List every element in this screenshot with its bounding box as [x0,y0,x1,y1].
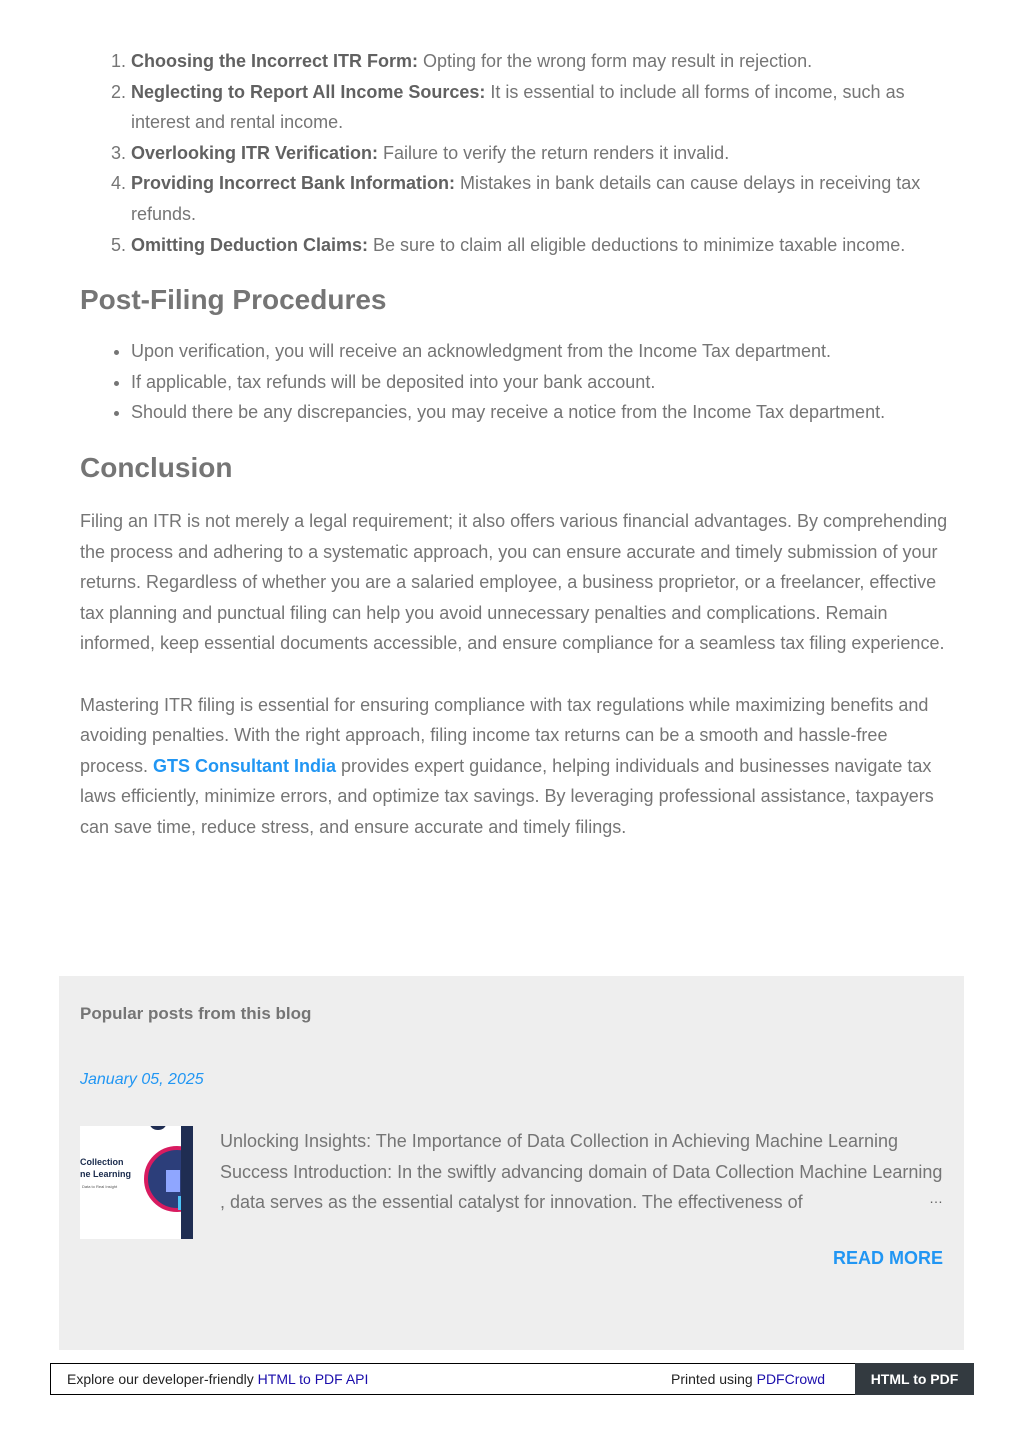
mistake-title: Choosing the Incorrect ITR Form: [131,51,419,71]
thumbnail-decoration [166,1170,180,1192]
list-item: • Should there be any discrepancies, you may receive a notice from the Income Tax department. [131,397,950,428]
list-item: • If applicable, tax refunds will be deposited into your bank account. [131,367,950,398]
summary-text-after: provides expert guidance, helping individuals and businesses navigate tax laws efficiently, minimize errors, and optimize tax savings. By leveraging professional assistance, taxpayers can save time, reduce stress, and ensure accurate and timely filings. [80,755,934,837]
post-date-link[interactable]: January 05, 2025 [80,1071,204,1088]
footer-left-text: Explore our developer-friendly [67,1371,258,1387]
list-item [131,168,950,229]
thumbnail-decoration [150,1126,166,1130]
footer-left [67,1371,368,1387]
footer-mid-text: Printed using [671,1371,757,1387]
summary-paragraph [80,690,950,843]
article-body [80,46,950,842]
read-more-link[interactable]: READ MORE [832,1248,943,1268]
mistake-text: Opting for the wrong form may result in rejection. [418,51,813,71]
mistake-text: Be sure to claim all eligible deductions to minimize taxable income. [368,234,906,255]
list-item [131,230,950,261]
mistakes-list [80,46,950,260]
list-item: • Upon verification, you will receive an acknowledgment from the Income Tax department. [131,336,950,367]
gts-consultant-link[interactable]: GTS Consultant India [153,755,337,776]
post-snippet[interactable]: Unlocking Insights: The Importance of Data Collection in Achieving Machine Learning Success Introduction: In the swiftly advancing domain of Data Collection Machine Learning , data serves as the essential catalyst for innovation. The effectiveness of [220,1131,943,1213]
popular-posts-section [59,976,964,1350]
post-thumbnail[interactable] [80,1126,193,1239]
post-filing-list [80,336,950,428]
popular-posts-title: Popular posts from this blog [80,1004,312,1023]
list-item [131,46,950,77]
pdf-footer-bar [50,1363,974,1395]
ellipsis-icon: … [929,1190,943,1206]
mistake-title: Overlooking ITR Verification: [131,142,379,163]
html-to-pdf-badge[interactable]: HTML to PDF [855,1363,974,1395]
list-item [131,138,950,169]
conclusion-paragraph: Filing an ITR is not merely a legal requirement; it also offers various financial advantages. By comprehending the process and adhering to a systematic approach, you can ensure accurate and timely submission of your returns. Regardless of whether you are a salaried employee, a business proprietor, or a freelancer, effective tax planning and punctual filing can help you avoid unnecessary penalties and complications. Remain informed, keep essential documents accessible, and ensure compliance for a seamless tax filing experience. [80,510,948,654]
footer-mid [671,1371,825,1387]
html-to-pdf-api-link[interactable]: HTML to PDF API [257,1371,369,1387]
mistake-title: Providing Incorrect Bank Information: [131,173,456,194]
pdfcrowd-link[interactable]: PDFCrowd [756,1371,826,1387]
thumbnail-caption: Collection ne Learning [80,1157,132,1179]
mistake-title: Omitting Deduction Claims: [131,234,369,255]
mistake-text: It is essential to include all forms of income, such as interest and rental income. [131,81,905,133]
mistake-text: Mistakes in bank details can cause delays in receiving tax refunds. [131,173,921,224]
mistake-text: Failure to verify the return renders it invalid. [378,142,730,163]
conclusion-heading: Conclusion [80,451,233,483]
post-filing-heading: Post-Filing Procedures [80,284,387,316]
list-item [131,77,950,138]
mistake-title: Neglecting to Report All Income Sources: [131,81,486,102]
thumbnail-side-bar [181,1126,193,1239]
summary-text-before: Mastering ITR filing is essential for ensuring compliance with tax regulations while maximizing benefits and avoiding penalties. With the right approach, filing income tax returns can be a smooth and hassle-free process. [80,694,929,776]
thumbnail-subcaption: Data to Real Insight [82,1184,118,1189]
